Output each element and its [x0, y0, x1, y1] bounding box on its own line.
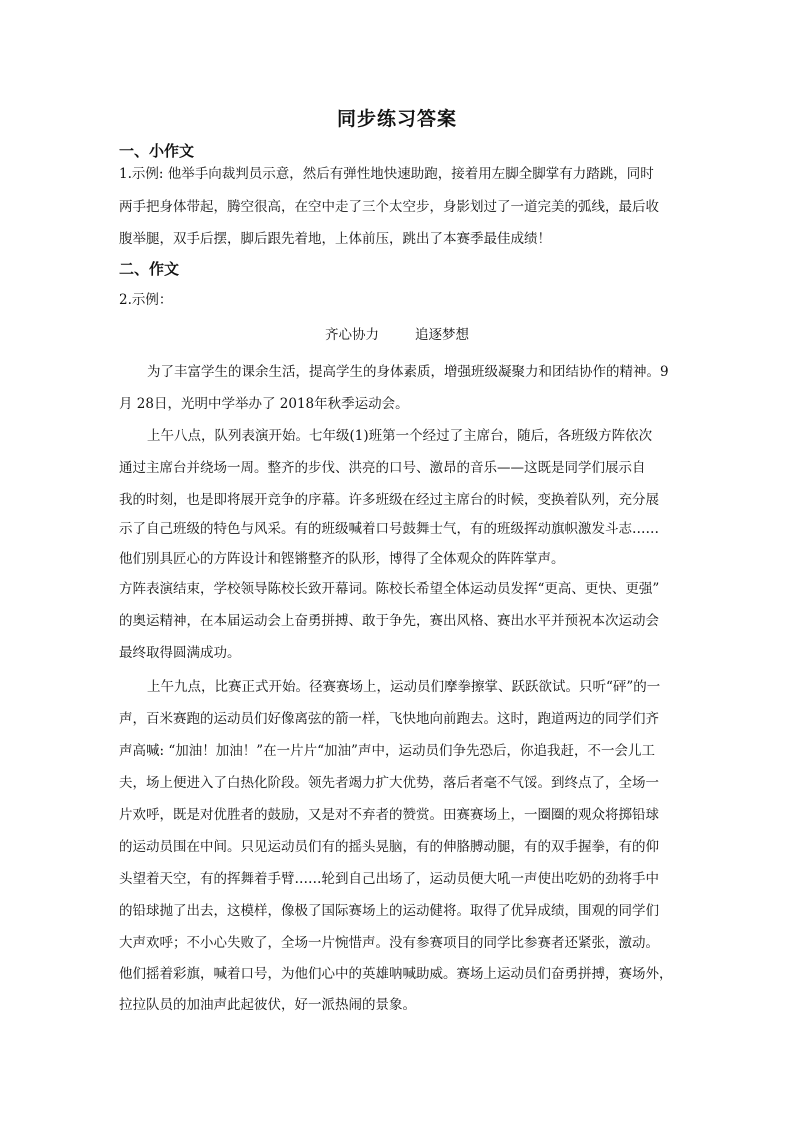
paragraph-line: 片欢呼，既是对优胜者的鼓励，又是对不弃者的赞赏。田赛赛场上，一圈圈的观众将掷铅球 — [119, 807, 659, 823]
paragraph-line: 大声欢呼；不小心失败了，全场一片惋惜声。没有参赛项目的同学比参赛者还紧张，激动。 — [119, 935, 659, 951]
paragraph-line: 的铅球抛了出去，这模样，像极了国际赛场上的运动健将。取得了优异成绩，围观的同学们 — [119, 903, 659, 919]
paragraph-line: 两手把身体带起，腾空很高，在空中走了三个太空步，身影划过了一道完美的弧线，最后收 — [119, 199, 659, 215]
example-label: 2.示例： — [119, 292, 173, 308]
paragraph-line: 他们摇着彩旗，喊着口号，为他们心中的英雄呐喊助威。赛场上运动员们奋勇拼搏，赛场外， — [119, 966, 673, 982]
paragraph-line: 最终取得圆满成功。 — [119, 645, 241, 661]
paragraph-line: 拉拉队员的加油声此起彼伏，好一派热闹的景象。 — [119, 997, 416, 1013]
paragraph-line: 1.示例: 他举手向裁判员示意，然后有弹性地快速助跑，接着用左脚全脚掌有力踏跳，同时 — [119, 166, 654, 182]
paragraph-line: 为了丰富学生的课余生活，提高学生的身体素质，增强班级凝聚力和团结协作的精神。9 — [147, 364, 669, 380]
paragraph-line: 的运动员围在中间。只见运动员们有的摇头晃脑，有的伸胳膊动腿，有的双手握拳，有的仰 — [119, 839, 659, 855]
page-title: 同步练习答案 — [336, 108, 457, 130]
paragraph-line: 腹举腿，双手后摆，脚后跟先着地，上体前压，跳出了本赛季最佳成绩！ — [119, 231, 551, 247]
section-heading-short-essay: 一、小作文 — [119, 142, 195, 160]
paragraph-line: 上午八点，队列表演开始。七年级(1)班第一个经过了主席台，随后，各班级方阵依次 — [147, 428, 653, 444]
paragraph-line: 上午九点，比赛正式开始。径赛赛场上，运动员们摩拳擦掌、跃跃欲试。只听“砰”的一 — [147, 679, 661, 695]
essay-title — [0, 325, 794, 345]
section-heading-essay: 二、作文 — [119, 260, 180, 278]
paragraph-line: 的奥运精神，在本届运动会上奋勇拼搏、敢于争先，赛出风格、赛出水平并预祝本次运动会 — [119, 613, 659, 629]
paragraph-line: 头望着天空，有的挥舞着手臂……轮到自己出场了，运动员便大吼一声使出吃奶的劲将手中 — [119, 871, 659, 887]
paragraph-line: 通过主席台并绕场一周。整齐的步伐、洪亮的口号、激昂的音乐——这既是同学们展示自 — [119, 460, 646, 476]
paragraph-line: 示了自己班级的特色与风采。有的班级喊着口号鼓舞士气，有的班级挥动旗帜激发斗志…… — [119, 521, 659, 537]
essay-title-right: 追逐梦想 — [415, 327, 469, 343]
paragraph-line: 我的时刻，也是即将展开竞争的序幕。许多班级在经过主席台的时候，变换着队列，充分展 — [119, 492, 659, 508]
paragraph-line: 声，百米赛跑的运动员们好像离弦的箭一样，飞快地向前跑去。这时，跑道两边的同学们齐 — [119, 711, 659, 727]
paragraph-line: 方阵表演结束，学校领导陈校长致开幕词。陈校长希望全体运动员发挥“更高、更快、更强” — [119, 581, 660, 597]
paragraph-line: 他们别具匠心的方阵设计和铿锵整齐的队形，博得了全体观众的阵阵掌声。 — [119, 551, 565, 567]
paragraph-line: 声高喊: “加油！加油！”在一片片“加油”声中，运动员们争先恐后，你追我赶，不一会儿工 — [119, 743, 655, 759]
essay-title-left: 齐心协力 — [325, 327, 379, 343]
paragraph-line: 夫，场上便进入了白热化阶段。领先者竭力扩大优势，落后者毫不气馁。到终点了，全场一 — [119, 775, 659, 791]
paragraph-line: 月 28日，光明中学举办了 2018年秋季运动会。 — [119, 396, 409, 412]
